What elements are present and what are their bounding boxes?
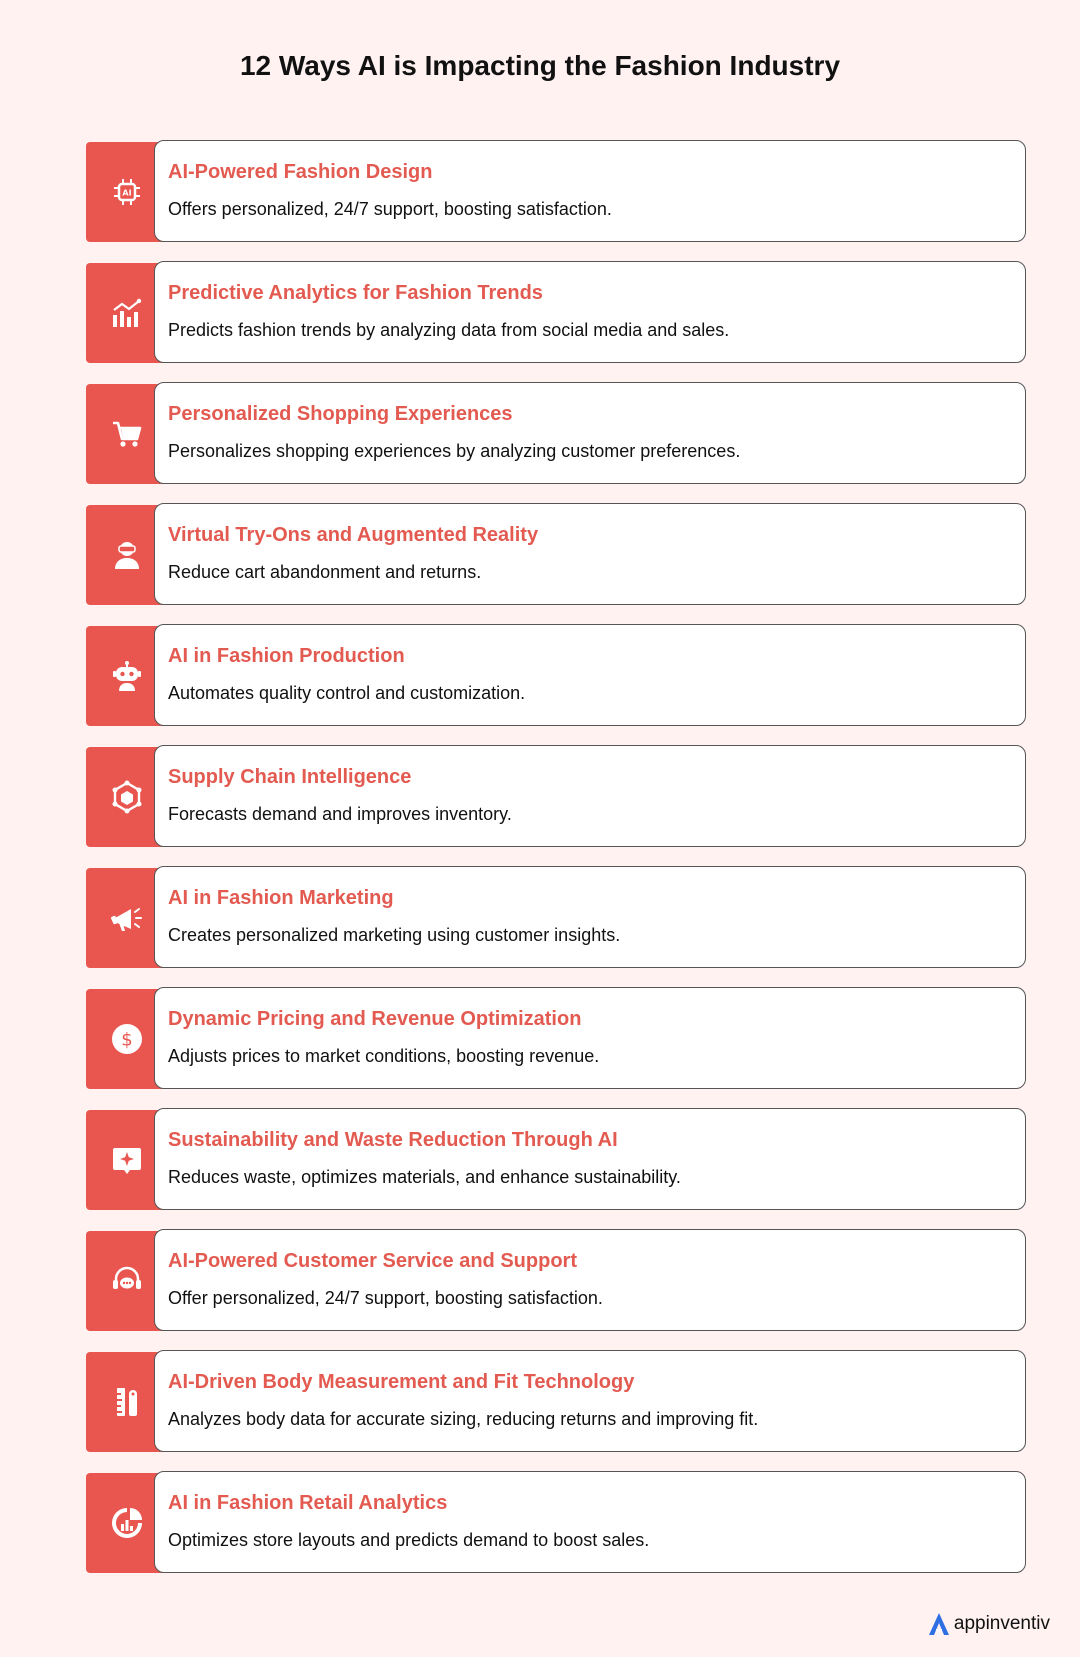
- item-card: [154, 745, 1026, 847]
- item-card: [154, 261, 1026, 363]
- svg-text:AI: AI: [122, 188, 132, 198]
- item-description: Offers personalized, 24/7 support, boosting satisfaction.: [168, 199, 612, 219]
- item-description: Adjusts prices to market conditions, boosting revenue.: [168, 1046, 600, 1066]
- item-title: Sustainability and Waste Reduction Through AI: [168, 1129, 618, 1151]
- list-item: [86, 382, 1026, 484]
- list-item: [86, 261, 1026, 363]
- item-description: Reduce cart abandonment and returns.: [168, 562, 482, 582]
- item-title: AI in Fashion Marketing: [168, 887, 394, 909]
- list-item: [86, 1229, 1026, 1331]
- item-title: Supply Chain Intelligence: [168, 766, 412, 788]
- list-item: [86, 1471, 1026, 1573]
- list-item: [86, 624, 1026, 726]
- item-title: AI-Driven Body Measurement and Fit Technology: [168, 1371, 635, 1393]
- item-card: [154, 1229, 1026, 1331]
- item-card: [154, 624, 1026, 726]
- brand-mark-icon: [927, 1611, 951, 1637]
- item-card: [154, 1108, 1026, 1210]
- item-title: AI-Powered Fashion Design: [168, 161, 433, 183]
- item-card: [154, 1471, 1026, 1573]
- item-title: AI in Fashion Production: [168, 645, 405, 667]
- list-item: [86, 140, 1026, 242]
- item-title: Predictive Analytics for Fashion Trends: [168, 282, 543, 304]
- list-item: [86, 1350, 1026, 1452]
- item-description: Analyzes body data for accurate sizing, reducing returns and improving fit.: [168, 1409, 759, 1429]
- list-item: [86, 745, 1026, 847]
- list-item: [86, 1108, 1026, 1210]
- item-description: Offer personalized, 24/7 support, boosting satisfaction.: [168, 1288, 603, 1308]
- item-card: [154, 382, 1026, 484]
- svg-text:$: $: [121, 1029, 133, 1051]
- item-title: Virtual Try-Ons and Augmented Reality: [168, 524, 539, 546]
- item-card: [154, 140, 1026, 242]
- item-list: [86, 140, 1026, 1592]
- list-item: [86, 987, 1026, 1089]
- item-description: Creates personalized marketing using customer insights.: [168, 925, 621, 945]
- item-card: [154, 503, 1026, 605]
- item-description: Optimizes store layouts and predicts demand to boost sales.: [168, 1530, 650, 1550]
- item-card: [154, 987, 1026, 1089]
- list-item: [86, 503, 1026, 605]
- item-title: AI in Fashion Retail Analytics: [168, 1492, 448, 1514]
- item-title: Personalized Shopping Experiences: [168, 403, 513, 425]
- item-title: Dynamic Pricing and Revenue Optimization: [168, 1008, 582, 1030]
- list-item: [86, 866, 1026, 968]
- item-card: [154, 1350, 1026, 1452]
- item-description: Automates quality control and customization.: [168, 683, 526, 703]
- item-description: Forecasts demand and improves inventory.: [168, 804, 512, 824]
- brand-logo: [927, 1611, 1050, 1637]
- item-description: Predicts fashion trends by analyzing data from social media and sales.: [168, 320, 730, 340]
- item-title: AI-Powered Customer Service and Support: [168, 1250, 577, 1272]
- item-description: Personalizes shopping experiences by analyzing customer preferences.: [168, 441, 741, 461]
- brand-name: appinventiv: [953, 1613, 1050, 1634]
- page-title: 12 Ways AI is Impacting the Fashion Industry: [239, 50, 841, 81]
- item-card: [154, 866, 1026, 968]
- item-description: Reduces waste, optimizes materials, and enhance sustainability.: [168, 1167, 681, 1187]
